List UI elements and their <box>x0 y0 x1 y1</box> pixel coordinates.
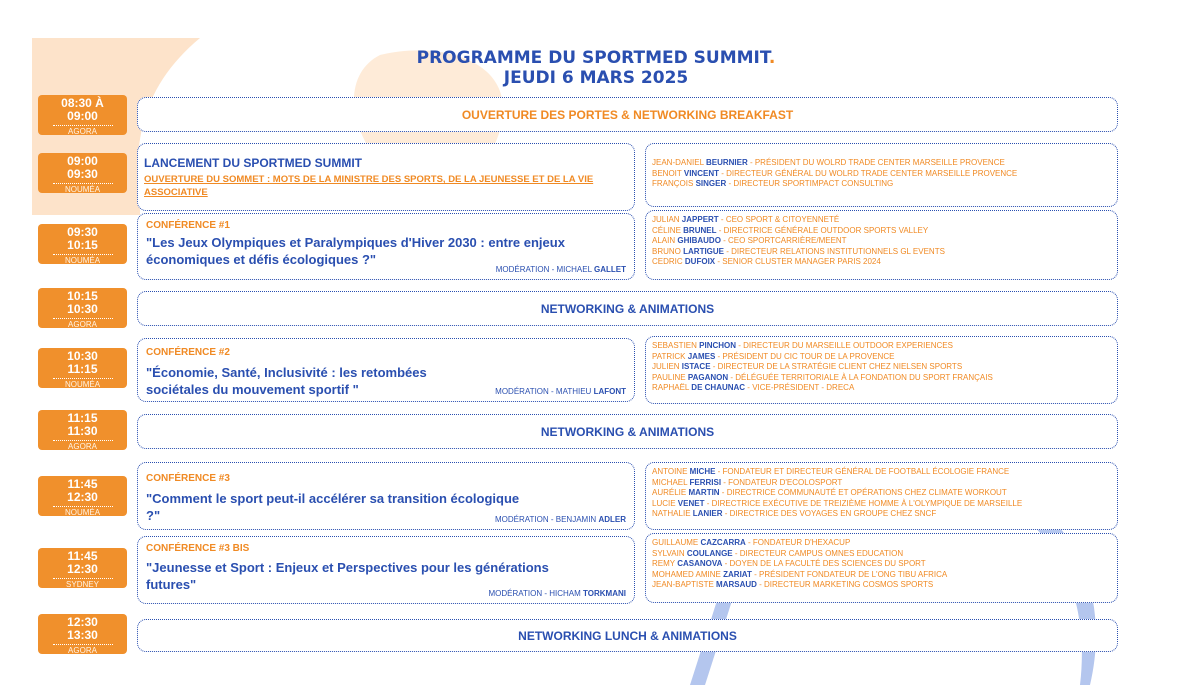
time-start: 11:45 <box>67 477 98 491</box>
title-line-2: JEUDI 6 MARS 2025 <box>503 68 689 88</box>
time-divider <box>53 378 113 379</box>
time-end: 10:30 <box>67 302 98 316</box>
speaker-line: GUILLAUME CAZCARRA - FONDATEUR D'HEXACUP <box>652 538 851 547</box>
speaker-line: CEDRIC DUFOIX - SENIOR CLUSTER MANAGER PARIS 2024 <box>652 257 881 266</box>
opening-band-label: OUVERTURE DES PORTES & NETWORKING BREAKFAST <box>461 107 794 122</box>
speaker-line: ALAIN GHIBAUDO - CEO SPORTCARRIÈRE/MEENT <box>652 236 847 245</box>
conference-title: "Économie, Santé, Inclusivité : les retombées sociétales du mouvement sportif " <box>146 365 427 397</box>
networking-band-2 <box>137 414 1118 449</box>
networking-band-1 <box>137 291 1118 326</box>
conference-3-bis-speakers-box <box>645 533 1118 603</box>
conference-title: "Comment le sport peut-il accélérer sa transition écologique ?" <box>146 491 520 523</box>
time-start: 10:30 <box>67 349 98 363</box>
time-start: 11:45 <box>67 549 98 563</box>
speaker-list <box>646 211 1117 272</box>
time-start: 09:30 <box>67 225 98 239</box>
conference-tag: CONFÉRENCE #1 <box>146 220 230 231</box>
networking-band-label: NETWORKING & ANIMATIONS <box>540 301 715 316</box>
conference-3-speakers-box <box>645 462 1118 530</box>
speaker-line: MOHAMED AMINE ZARIAT - PRÉSIDENT FONDATEUR DE L'ONG TIBU AFRICA <box>652 569 948 579</box>
speaker-list <box>646 534 1117 595</box>
conference-tag: CONFÉRENCE #3 BIS <box>146 543 250 554</box>
speaker-list <box>646 463 1117 524</box>
speaker-line: BRUNO LARTIGUE - DIRECTEUR RELATIONS INSTITUTIONNELS GL EVENTS <box>652 246 945 256</box>
speaker-line: LUCIE VENET - DIRECTRICE EXÉCUTIVE DE TREIZIÈME HOMME À L'OLYMPIQUE DE MARSEILLE <box>652 498 1023 508</box>
page-title <box>0 48 1192 88</box>
time-divider <box>53 578 113 579</box>
time-divider <box>53 318 113 319</box>
time-start: 11:15 <box>67 411 98 425</box>
speaker-line: RAPHAËL DE CHAUNAC - VICE-PRÉSIDENT - DRECA <box>652 383 855 392</box>
conference-title: "Jeunesse et Sport : Enjeux et Perspectives pour les générations futures" <box>146 560 549 592</box>
time-end: 12:30 <box>67 490 98 504</box>
moderation-label: MODÉRATION - BENJAMIN ADLER <box>495 515 626 524</box>
conference-2-box <box>137 338 635 402</box>
room-label: AGORA <box>68 127 97 136</box>
launch-subtitle: OUVERTURE DU SOMMET : MOTS DE LA MINISTRE DES SPORTS, DE LA JEUNESSE ET DE LA VIE ASSOCIATIVE <box>144 174 594 198</box>
time-slot-9 <box>38 614 127 654</box>
time-start: 12:30 <box>67 615 98 629</box>
conference-1-speakers-box <box>645 210 1118 280</box>
time-divider <box>53 644 113 645</box>
time-slot-7 <box>38 476 127 516</box>
time-start: 10:15 <box>67 289 98 303</box>
speaker-line: SYLVAIN COULANGE - DIRECTEUR CAMPUS OMNES EDUCATION <box>652 548 904 558</box>
speaker-line: SEBASTIEN PINCHON - DIRECTEUR DU MARSEILLE OUTDOOR EXPERIENCES <box>652 341 953 350</box>
lunch-band <box>137 619 1118 652</box>
moderation-label: MODÉRATION - MATHIEU LAFONT <box>495 387 626 396</box>
speaker-line: JEAN-DANIEL BEURNIER - PRÉSIDENT DU WOLRD TRADE CENTER MARSEILLE PROVENCE <box>652 158 1005 167</box>
room-label: SYDNEY <box>66 580 99 589</box>
conference-title: "Les Jeux Olympiques et Paralympiques d'Hiver 2030 : entre enjeux économiques et défis écologiques ?" <box>146 235 565 267</box>
time-divider <box>53 506 113 507</box>
speaker-line: JULIEN ISTACE - DIRECTEUR DE LA STRATÉGIE CLIENT CHEZ NIELSEN SPORTS <box>652 362 963 371</box>
speaker-line: FRANÇOIS SINGER - DIRECTEUR SPORTIMPACT CONSULTING <box>652 179 894 188</box>
networking-band-label: NETWORKING & ANIMATIONS <box>540 424 715 439</box>
room-label: NOUMÉA <box>64 256 101 265</box>
time-start: 08:30 À <box>61 96 104 110</box>
speaker-line: AURÉLIE MARTIN - DIRECTRICE COMMUNAUTÉ ET OPÉRATIONS CHEZ CLIMATE WORKOUT <box>652 488 1007 497</box>
room-label: AGORA <box>68 320 97 329</box>
time-slot-1 <box>38 95 127 135</box>
time-slot-2 <box>38 153 127 193</box>
speaker-line: JULIAN JAPPERT - CEO SPORT & CITOYENNETÉ <box>652 215 840 224</box>
time-start: 09:00 <box>67 154 98 168</box>
time-divider <box>53 254 113 255</box>
conference-3-box <box>137 462 635 530</box>
room-label: NOUMÉA <box>64 380 101 389</box>
opening-band <box>137 97 1118 132</box>
time-slot-8 <box>38 548 127 588</box>
title-line-1: PROGRAMME DU SPORTMED SUMMIT <box>416 48 769 68</box>
time-slot-6 <box>38 410 127 450</box>
speaker-line: BENOIT VINCENT - DIRECTEUR GÉNÉRAL DU WOLRD TRADE CENTER MARSEILLE PROVENCE <box>652 168 1018 178</box>
lunch-band-label: NETWORKING LUNCH & ANIMATIONS <box>518 628 737 643</box>
time-divider <box>53 440 113 441</box>
time-slot-4 <box>38 288 127 328</box>
conference-3-bis-box <box>137 536 635 604</box>
time-end: 13:30 <box>67 628 98 642</box>
time-end: 11:15 <box>67 362 98 376</box>
launch-title: LANCEMENT DU SPORTMED SUMMIT <box>144 156 362 170</box>
room-label: NOUMÉA <box>64 185 101 194</box>
time-end: 12:30 <box>67 562 98 576</box>
conference-tag: CONFÉRENCE #2 <box>146 347 230 358</box>
time-divider <box>53 183 113 184</box>
speaker-line: NATHALIE LANIER - DIRECTRICE DES VOYAGES EN GROUPE CHEZ SNCF <box>652 509 937 518</box>
moderation-label: MODÉRATION - MICHAEL GALLET <box>495 265 626 274</box>
time-end: 09:30 <box>67 167 98 181</box>
speaker-line: REMY CASANOVA - DOYEN DE LA FACULTÉ DES SCIENCES DU SPORT <box>652 559 926 568</box>
conference-2-speakers-box <box>645 336 1118 404</box>
time-end: 11:30 <box>67 424 98 438</box>
time-slot-5 <box>38 348 127 388</box>
speaker-list <box>646 144 1117 194</box>
moderation-label: MODÉRATION - HICHAM TORKMANI <box>488 589 626 598</box>
time-end: 10:15 <box>67 238 98 252</box>
time-slot-3 <box>38 224 127 264</box>
speaker-line: PAULINE PAGANON - DÉLÉGUÉE TERRITORIALE À LA FONDATION DU SPORT FRANÇAIS <box>652 372 993 382</box>
speaker-list <box>646 337 1117 398</box>
room-label: NOUMÉA <box>64 508 101 517</box>
time-divider <box>53 125 113 126</box>
conference-1-box <box>137 213 635 280</box>
time-end: 09:00 <box>67 109 98 123</box>
conference-tag: CONFÉRENCE #3 <box>146 473 230 484</box>
title-dot: . <box>768 48 776 68</box>
speaker-line: MICHAEL FERRISI - FONDATEUR D'ECOLOSPORT <box>652 477 843 487</box>
speaker-line: JEAN-BAPTISTE MARSAUD - DIRECTEUR MARKETING COSMOS SPORTS <box>652 580 934 589</box>
room-label: AGORA <box>68 646 97 655</box>
speaker-line: ANTOINE MICHE - FONDATEUR ET DIRECTEUR GÉNÉRAL DE FOOTBALL ÉCOLOGIE FRANCE <box>652 467 1010 476</box>
speaker-line: PATRICK JAMES - PRÉSIDENT DU CIC TOUR DE LA PROVENCE <box>652 351 895 361</box>
launch-speakers-box <box>645 143 1118 207</box>
speaker-line: CÉLINE BRUNEL - DIRECTRICE GÉNÉRALE OUTDOOR SPORTS VALLEY <box>652 225 929 235</box>
launch-session-box <box>137 143 635 211</box>
room-label: AGORA <box>68 442 97 451</box>
